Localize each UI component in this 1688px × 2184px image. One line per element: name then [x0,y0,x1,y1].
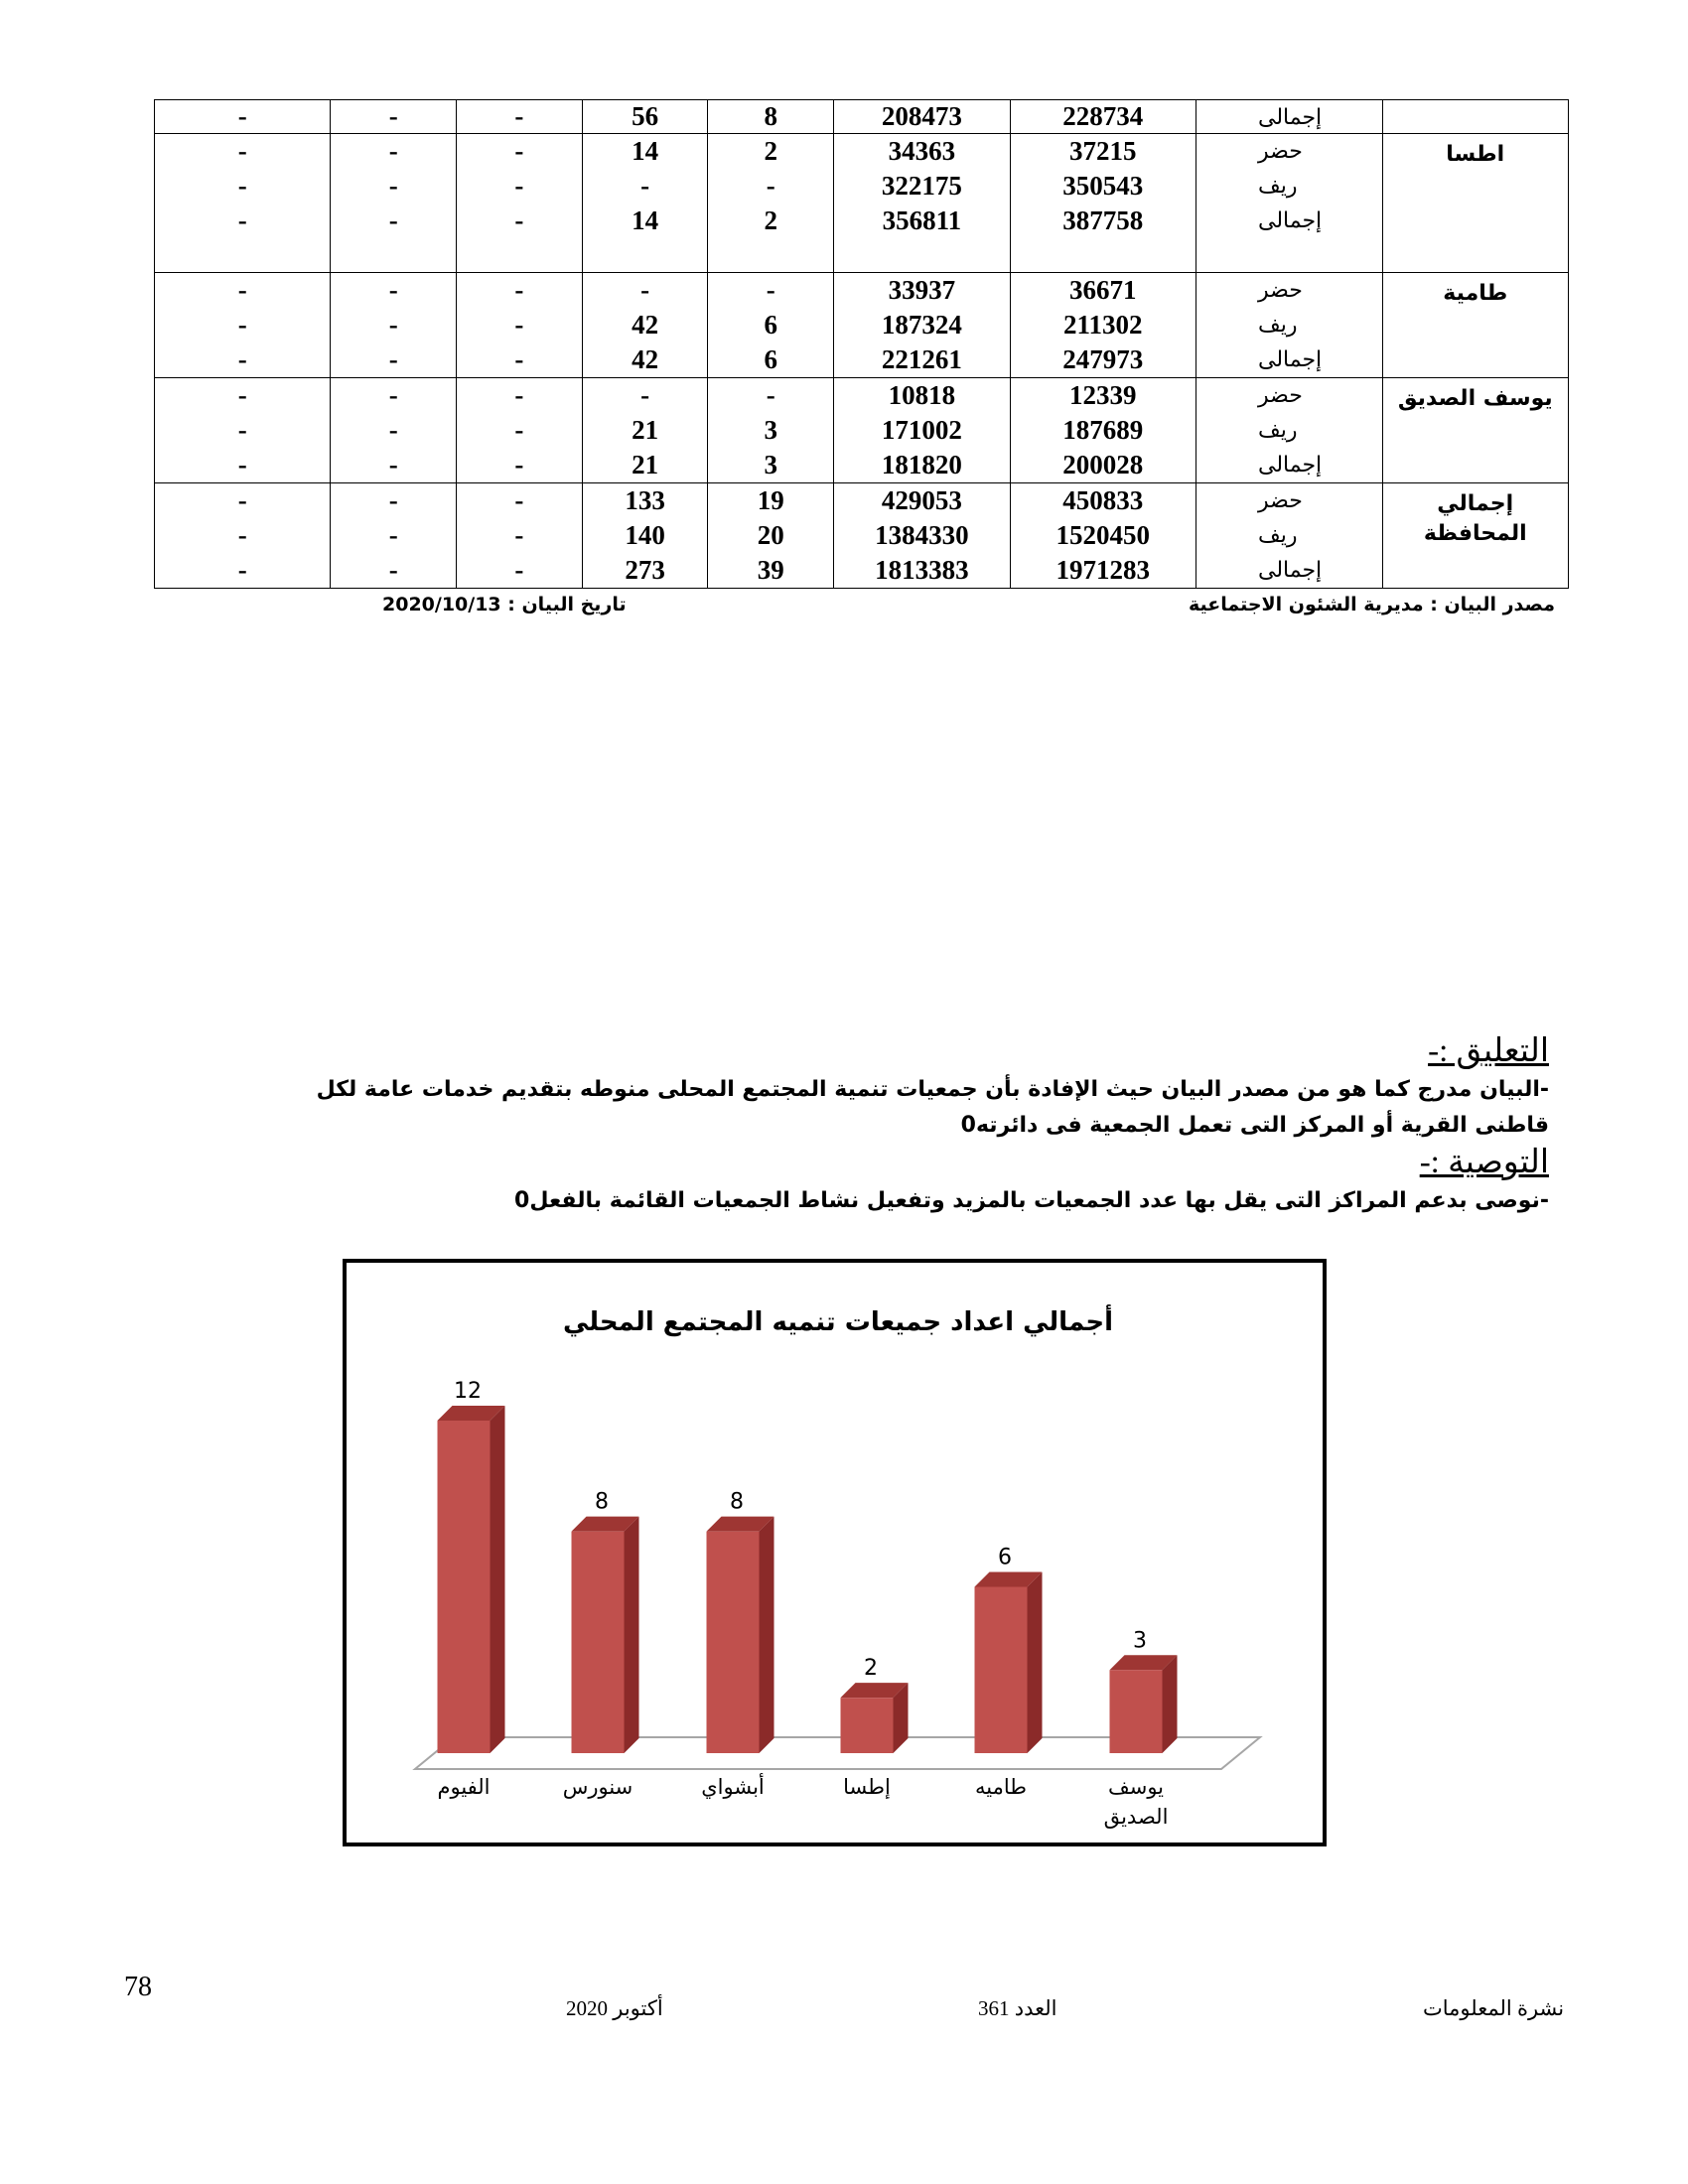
cell-value: 21 [632,415,659,445]
cell-value: 140 [625,520,665,550]
row-name-cell [1382,483,1569,589]
cell-value: - [514,555,524,585]
cell-value: - [388,205,398,235]
cell-value: 39 [757,555,784,585]
cell-value: - [388,310,398,340]
data-label: 2 [864,1656,878,1682]
category-label: سنورس [562,1775,633,1799]
cell-value: - [388,380,398,410]
value-cell [331,100,457,134]
data-table [154,99,1569,589]
value-cell [582,134,708,273]
cell-value: - [237,136,247,166]
row-name-cell [1382,100,1569,134]
cell-value: 36671 [1069,275,1137,305]
row-name-cell [1382,273,1569,378]
cell-value: - [640,171,650,201]
cell-value: - [237,415,247,445]
value-cell [155,273,331,378]
cell-value: - [766,380,775,410]
data-source: مصدر البيان : مديرية الشئون الاجتماعية [1188,594,1555,615]
chart-frame [343,1259,1327,1846]
category-label: الفيوم [437,1775,491,1799]
table-row [155,378,1569,483]
data-label: 3 [1133,1628,1147,1654]
cell-value: 187689 [1062,415,1144,445]
value-cell [1010,100,1196,134]
value-cell [582,483,708,589]
row-type-cell [1196,100,1383,134]
cell-value: - [514,275,524,305]
value-cell [1010,134,1196,273]
cell-value: 208473 [881,101,962,131]
value-cell [834,483,1010,589]
value-cell [155,134,331,273]
bar [438,1421,491,1753]
cell-value: - [514,415,524,445]
cell-value: 247973 [1062,344,1144,374]
footer-issue: العدد 361 [978,1996,1057,2020]
row-type-cell [1196,273,1383,378]
type-label: ريف [1258,174,1298,199]
cell-value: 8 [764,101,778,131]
cell-value: 21 [632,450,659,479]
cell-value: 450833 [1062,485,1144,515]
bar-side [1028,1572,1043,1754]
type-label: إجمالى [1258,105,1323,130]
cell-value: 42 [632,344,659,374]
cell-value: 228734 [1062,101,1144,131]
cell-value: - [514,205,524,235]
bar [841,1698,894,1753]
row-name-cell [1382,378,1569,483]
type-label: حضر [1258,278,1303,303]
cell-value: 3 [764,415,778,445]
cell-value: 356811 [882,205,962,235]
cell-value: 273 [625,555,665,585]
cell-value: 1971283 [1055,555,1150,585]
row-type-cell [1196,483,1383,589]
cell-value: - [388,101,398,131]
cell-value: 350543 [1062,171,1144,201]
cell-value: 387758 [1062,205,1144,235]
cell-value: - [237,205,247,235]
table-row [155,100,1569,134]
cell-value: - [237,171,247,201]
cell-value: - [514,310,524,340]
data-label: 8 [730,1489,744,1515]
type-label: حضر [1258,488,1303,513]
row-name: إجمالي المحافظة [1423,491,1527,546]
footer-date: أكتوبر 2020 [566,1996,663,2020]
comment-heading: التعليق :- [1428,1033,1549,1069]
category-label: إطسا [843,1775,891,1799]
value-cell [331,483,457,589]
cell-value: - [388,520,398,550]
type-label: إجمالى [1258,558,1323,583]
category-label: طاميه [975,1775,1027,1799]
cell-value: - [388,136,398,166]
chart-title: أجمالي اعداد جميعات تنميه المجتمع المحلي [562,1307,1114,1337]
cell-value: - [388,485,398,515]
table-row [155,483,1569,589]
cell-value: - [388,555,398,585]
cell-value: - [388,275,398,305]
value-cell [834,100,1010,134]
data-table-container [154,99,1569,589]
cell-value: 221261 [881,344,962,374]
bar [572,1532,625,1753]
type-label: إجمالى [1258,453,1323,478]
cell-value: 187324 [881,310,962,340]
value-cell [457,100,583,134]
table-source-note [154,594,1569,623]
cell-value: - [766,275,775,305]
row-name-cell [1382,134,1569,273]
cell-value: 19 [757,485,784,515]
cell-value: 6 [764,310,778,340]
cell-value: 1384330 [875,520,969,550]
cell-value: - [514,171,524,201]
cell-value: 42 [632,310,659,340]
bar-side [491,1406,505,1753]
cell-value: - [388,450,398,479]
value-cell [582,378,708,483]
bar-side [1163,1655,1178,1753]
cell-value: - [237,485,247,515]
table-row [155,273,1569,378]
value-cell [1010,378,1196,483]
value-cell [708,100,834,134]
cell-value: - [514,380,524,410]
recommendation-heading: التوصية :- [1419,1145,1549,1180]
cell-value: 200028 [1062,450,1144,479]
cell-value: 14 [632,136,659,166]
bar-side [760,1517,774,1753]
value-cell [708,483,834,589]
recommendation-text: -نوصى بدعم المراكز التى يقل بها عدد الجمعيات بالمزيد وتفعيل نشاط الجمعيات القائمة بالفعل0 [514,1188,1549,1213]
type-label: إجمالى [1258,347,1323,372]
cell-value: 1520450 [1055,520,1150,550]
cell-value: 6 [764,344,778,374]
data-label: 12 [454,1379,482,1404]
type-label: حضر [1258,383,1303,408]
cell-value: - [388,171,398,201]
cell-value: 133 [625,485,665,515]
cell-value: 10818 [888,380,956,410]
bar-chart [347,1263,1323,1843]
page-number: 78 [124,1972,152,2002]
cell-value: 37215 [1069,136,1137,166]
value-cell [457,378,583,483]
value-cell [155,483,331,589]
cell-value: - [514,450,524,479]
cell-value: - [237,555,247,585]
value-cell [457,273,583,378]
comment-text: -البيان مدرج كما هو من مصدر البيان حيث الإفادة بأن جمعيات تنمية المجتمع المحلى منوطه بتقديم خدمات عامة لكل قاطنى القرية أو المركز التى تعمل الجمعية فى دائرته0 [316,1077,1549,1138]
cell-value: - [237,520,247,550]
cell-value: 171002 [881,415,962,445]
category-label: أبشواي [701,1775,765,1799]
cell-value: - [514,485,524,515]
table-row [155,134,1569,273]
value-cell [834,378,1010,483]
value-cell [155,100,331,134]
cell-value: 211302 [1062,310,1143,340]
cell-value: - [237,380,247,410]
cell-value: - [766,171,775,201]
cell-value: - [514,520,524,550]
value-cell [331,273,457,378]
type-label: ريف [1258,313,1298,338]
cell-value: - [237,310,247,340]
bar-side [625,1517,639,1753]
row-name: طامية [1443,281,1508,306]
row-name: يوسف الصديق [1397,386,1553,411]
value-cell [834,134,1010,273]
bar [1110,1670,1163,1753]
cell-value: 56 [632,101,659,131]
cell-value: - [237,450,247,479]
cell-value: - [388,415,398,445]
row-name: اطسا [1446,142,1505,167]
data-date: تاريخ البيان : 2020/10/13 [382,594,627,615]
category-label: الصديق [1103,1805,1169,1829]
cell-value: 12339 [1069,380,1137,410]
value-cell [457,134,583,273]
footer-publication: نشرة المعلومات [1423,1996,1565,2020]
row-type-cell [1196,378,1383,483]
type-label: ريف [1258,418,1298,443]
value-cell [331,134,457,273]
cell-value: - [640,380,650,410]
cell-value: - [514,344,524,374]
value-cell [457,483,583,589]
value-cell [708,273,834,378]
value-cell [155,378,331,483]
value-cell [1010,483,1196,589]
cell-value: 429053 [881,485,962,515]
value-cell [708,378,834,483]
cell-value: 181820 [881,450,962,479]
cell-value: - [514,101,524,131]
cell-value: 34363 [888,136,956,166]
cell-value: 2 [764,136,778,166]
cell-value: 1813383 [875,555,969,585]
value-cell [582,100,708,134]
type-label: إجمالى [1258,208,1323,233]
value-cell [708,134,834,273]
type-label: ريف [1258,523,1298,548]
cell-value: 322175 [881,171,962,201]
data-label: 6 [998,1545,1012,1570]
value-cell [582,273,708,378]
cell-value: - [237,344,247,374]
cell-value: 33937 [888,275,956,305]
bar [975,1587,1028,1754]
bar [707,1532,760,1753]
data-label: 8 [595,1489,609,1515]
cell-value: - [514,136,524,166]
cell-value: - [237,101,247,131]
value-cell [331,378,457,483]
cell-value: - [237,275,247,305]
value-cell [834,273,1010,378]
type-label: حضر [1258,139,1303,164]
category-label: يوسف [1107,1775,1165,1799]
row-type-cell [1196,134,1383,273]
cell-value: - [388,344,398,374]
cell-value: - [640,275,650,305]
cell-value: 3 [764,450,778,479]
cell-value: 14 [632,205,659,235]
cell-value: 20 [757,520,784,550]
cell-value: 2 [764,205,778,235]
value-cell [1010,273,1196,378]
